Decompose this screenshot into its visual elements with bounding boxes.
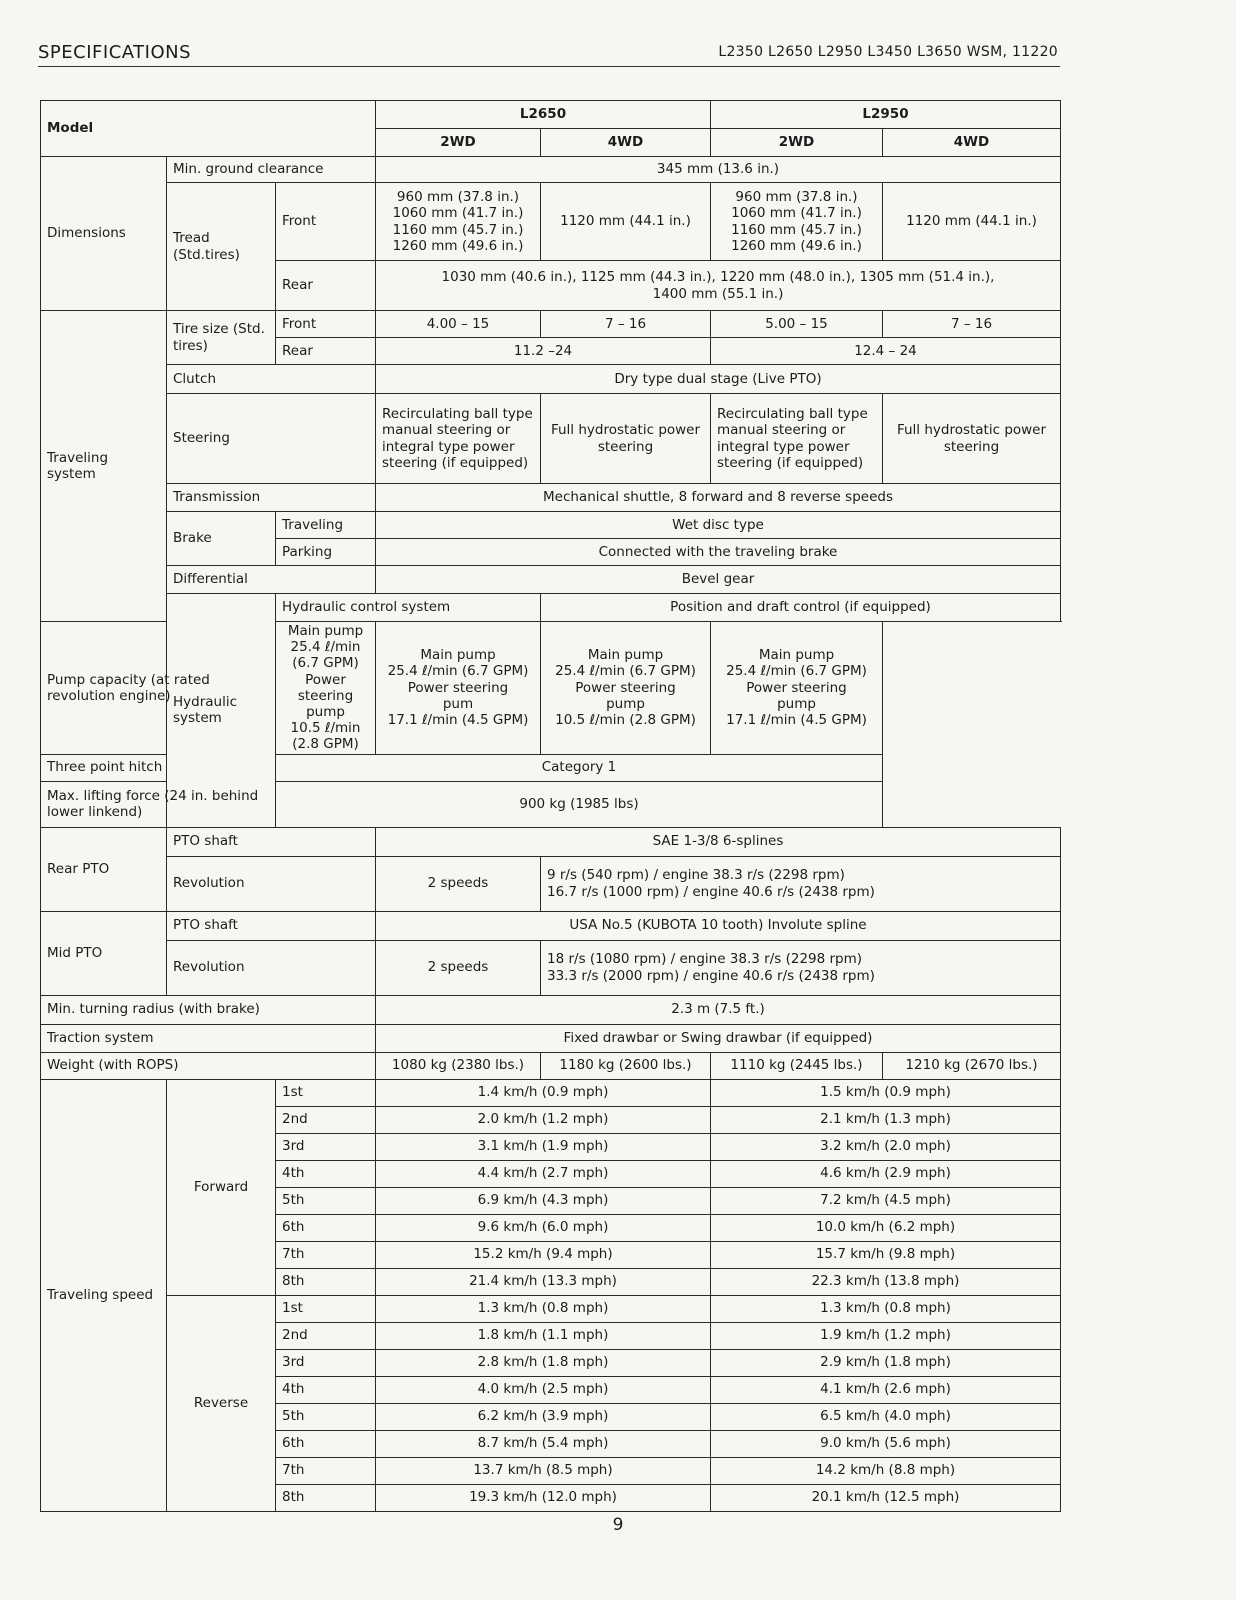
gear-label: 3rd <box>276 1349 376 1376</box>
table-row <box>41 512 1061 539</box>
table-cell: 1120 mm (44.1 in.) <box>541 183 711 261</box>
gear-label: 6th <box>276 1430 376 1457</box>
table-cell: Revolution <box>167 856 376 911</box>
table-cell: Main pump 25.4 ℓ/min (6.7 GPM) Power steering pum 17.1 ℓ/min (4.5 GPM) <box>376 622 541 755</box>
gear-label: 4th <box>276 1376 376 1403</box>
table-cell: Wet disc type <box>376 512 1061 539</box>
table-cell: Tread (Std.tires) <box>167 183 276 311</box>
gear-label: 1st <box>276 1295 376 1322</box>
table-cell: Front <box>276 311 376 338</box>
table-cell: Three point hitch <box>41 754 276 781</box>
table-cell: 22.3 km/h (13.8 mph) <box>711 1268 1061 1295</box>
reverse-label: Reverse <box>167 1295 276 1511</box>
table-cell: 1.4 km/h (0.9 mph) <box>376 1079 711 1106</box>
table-cell: 960 mm (37.8 in.) 1060 mm (41.7 in.) 1160 mm (45.7 in.) 1260 mm (49.6 in.) <box>376 183 541 261</box>
table-cell: Brake <box>167 512 276 566</box>
table-cell: Traveling <box>276 512 376 539</box>
table-cell: 1.3 km/h (0.8 mph) <box>711 1295 1061 1322</box>
gear-label: 6th <box>276 1214 376 1241</box>
table-cell: Parking <box>276 539 376 566</box>
rear-pto-label: Rear PTO <box>41 827 167 911</box>
table-row <box>41 157 1061 183</box>
table-cell: 19.3 km/h (12.0 mph) <box>376 1484 711 1511</box>
table-cell: 5.00 – 15 <box>711 311 883 338</box>
table-row <box>41 183 1061 261</box>
table-cell: 2.1 km/h (1.3 mph) <box>711 1106 1061 1133</box>
table-cell: 4.4 km/h (2.7 mph) <box>376 1160 711 1187</box>
table-row <box>41 1052 1061 1079</box>
table-cell: 10.0 km/h (6.2 mph) <box>711 1214 1061 1241</box>
table-cell: Category 1 <box>276 754 883 781</box>
table-cell: Min. turning radius (with brake) <box>41 995 376 1024</box>
table-cell: Hydraulic control system <box>276 594 541 622</box>
table-cell: Main pump 25.4 ℓ/min (6.7 GPM) Power steering pump 10.5 ℓ/min (2.8 GPM) <box>541 622 711 755</box>
table-cell: Min. ground clearance <box>167 157 376 183</box>
header-rule <box>38 66 1060 67</box>
gear-label: 4th <box>276 1160 376 1187</box>
table-cell: 2.3 m (7.5 ft.) <box>376 995 1061 1024</box>
model-label: Model <box>41 101 376 157</box>
table-cell: 900 kg (1985 lbs) <box>276 781 883 827</box>
table-cell: 960 mm (37.8 in.) 1060 mm (41.7 in.) 1160 mm (45.7 in.) 1260 mm (49.6 in.) <box>711 183 883 261</box>
gear-label: 2nd <box>276 1106 376 1133</box>
table-row <box>41 940 1061 995</box>
table-cell: 3.2 km/h (2.0 mph) <box>711 1133 1061 1160</box>
table-cell: Traction system <box>41 1024 376 1052</box>
dimensions-label: Dimensions <box>41 157 167 311</box>
table-cell: 13.7 km/h (8.5 mph) <box>376 1457 711 1484</box>
table-cell: 1120 mm (44.1 in.) <box>883 183 1061 261</box>
table-cell: 15.2 km/h (9.4 mph) <box>376 1241 711 1268</box>
table-cell: 1.9 km/h (1.2 mph) <box>711 1322 1061 1349</box>
table-cell: 11.2 –24 <box>376 338 711 365</box>
table-cell: 6.5 km/h (4.0 mph) <box>711 1403 1061 1430</box>
table-row <box>41 622 1061 755</box>
table-cell: 3.1 km/h (1.9 mph) <box>376 1133 711 1160</box>
table-cell: 4.6 km/h (2.9 mph) <box>711 1160 1061 1187</box>
table-cell: 18 r/s (1080 rpm) / engine 38.3 r/s (2298 rpm) 33.3 r/s (2000 rpm) / engine 40.6 r/s (2438 rpm) <box>541 940 1061 995</box>
gear-label: 7th <box>276 1457 376 1484</box>
gear-label: 3rd <box>276 1133 376 1160</box>
table-cell: Dry type dual stage (Live PTO) <box>376 365 1061 394</box>
table-cell: 15.7 km/h (9.8 mph) <box>711 1241 1061 1268</box>
table-cell: 1.5 km/h (0.9 mph) <box>711 1079 1061 1106</box>
table-row <box>41 594 1061 622</box>
traveling-system-label: Traveling system <box>41 311 167 622</box>
gear-label: 7th <box>276 1241 376 1268</box>
table-cell: Mechanical shuttle, 8 forward and 8 reverse speeds <box>376 484 1061 512</box>
table-cell: 7 – 16 <box>883 311 1061 338</box>
table-cell: PTO shaft <box>167 911 376 940</box>
hydraulic-system-label: Hydraulic system <box>167 594 276 828</box>
table-cell: 1180 kg (2600 lbs.) <box>541 1052 711 1079</box>
table-cell: 1080 kg (2380 lbs.) <box>376 1052 541 1079</box>
table-cell: Connected with the traveling brake <box>376 539 1061 566</box>
gear-label: 8th <box>276 1268 376 1295</box>
table-row <box>41 1079 1061 1106</box>
table-row <box>41 911 1061 940</box>
table-cell: Differential <box>167 566 376 594</box>
table-row <box>41 311 1061 338</box>
table-cell: Weight (with ROPS) <box>41 1052 376 1079</box>
table-cell: Revolution <box>167 940 376 995</box>
table-cell: Full hydrostatic power steering <box>541 394 711 484</box>
drive-header: 4WD <box>541 129 711 157</box>
table-cell: 4.00 – 15 <box>376 311 541 338</box>
table-cell: 2.9 km/h (1.8 mph) <box>711 1349 1061 1376</box>
table-cell: Full hydrostatic power steering <box>883 394 1061 484</box>
table-cell: 9.6 km/h (6.0 mph) <box>376 1214 711 1241</box>
table-cell: Bevel gear <box>376 566 1061 594</box>
table-cell: 1210 kg (2670 lbs.) <box>883 1052 1061 1079</box>
table-row <box>41 754 1061 781</box>
table-row <box>41 1024 1061 1052</box>
model-l2950: L2950 <box>711 101 1061 129</box>
specifications-table <box>40 100 1061 1512</box>
table-cell: Recirculating ball type manual steering or integral type power steering (if equipped) <box>711 394 883 484</box>
table-cell: 12.4 – 24 <box>711 338 1061 365</box>
model-l2650: L2650 <box>376 101 711 129</box>
table-cell: Rear <box>276 338 376 365</box>
table-cell: Recirculating ball type manual steering or integral type power steering (if equipped) <box>376 394 541 484</box>
table-cell: Clutch <box>167 365 376 394</box>
table-cell: 1.8 km/h (1.1 mph) <box>376 1322 711 1349</box>
table-cell: 4.0 km/h (2.5 mph) <box>376 1376 711 1403</box>
table-row <box>41 827 1061 856</box>
gear-label: 1st <box>276 1079 376 1106</box>
table-cell: 1030 mm (40.6 in.), 1125 mm (44.3 in.), 1220 mm (48.0 in.), 1305 mm (51.4 in.), 1400 mm (55.1 in.) <box>376 261 1061 311</box>
table-row <box>41 1295 1061 1322</box>
table-row <box>41 995 1061 1024</box>
table-cell: 21.4 km/h (13.3 mph) <box>376 1268 711 1295</box>
table-cell: 6.9 km/h (4.3 mph) <box>376 1187 711 1214</box>
table-row <box>41 856 1061 911</box>
document-code: L2350 L2650 L2950 L3450 L3650 WSM, 11220 <box>718 44 1058 60</box>
table-cell: 7 – 16 <box>541 311 711 338</box>
gear-label: 5th <box>276 1403 376 1430</box>
table-cell: Position and draft control (if equipped) <box>541 594 1061 622</box>
table-cell: 14.2 km/h (8.8 mph) <box>711 1457 1061 1484</box>
table-cell: USA No.5 (KUBOTA 10 tooth) Involute spline <box>376 911 1061 940</box>
mid-pto-label: Mid PTO <box>41 911 167 995</box>
table-cell: Fixed drawbar or Swing drawbar (if equipped) <box>376 1024 1061 1052</box>
table-cell: PTO shaft <box>167 827 376 856</box>
table-cell: SAE 1-3/8 6-splines <box>376 827 1061 856</box>
table-cell: Tire size (Std. tires) <box>167 311 276 365</box>
section-title: SPECIFICATIONS <box>38 42 192 63</box>
table-cell: 345 mm (13.6 in.) <box>376 157 1061 183</box>
table-cell: Main pump 25.4 ℓ/min (6.7 GPM) Power steering pump 10.5 ℓ/min (2.8 GPM) <box>276 622 376 755</box>
table-row <box>41 101 1061 129</box>
table-cell: 2 speeds <box>376 940 541 995</box>
table-cell: Front <box>276 183 376 261</box>
table-cell: Steering <box>167 394 376 484</box>
traveling-speed-label: Traveling speed <box>41 1079 167 1511</box>
page-number: 9 <box>612 1515 624 1535</box>
table-row <box>41 394 1061 484</box>
gear-label: 8th <box>276 1484 376 1511</box>
table-cell: Rear <box>276 261 376 311</box>
table-cell: Pump capacity (at rated revolution engine) <box>41 622 276 755</box>
table-cell: Max. lifting force (24 in. behind lower linkend) <box>41 781 276 827</box>
forward-label: Forward <box>167 1079 276 1295</box>
table-cell: 4.1 km/h (2.6 mph) <box>711 1376 1061 1403</box>
table-row <box>41 566 1061 594</box>
drive-header: 2WD <box>711 129 883 157</box>
table-cell: 2.8 km/h (1.8 mph) <box>376 1349 711 1376</box>
table-cell: 1.3 km/h (0.8 mph) <box>376 1295 711 1322</box>
table-cell: 7.2 km/h (4.5 mph) <box>711 1187 1061 1214</box>
table-cell: 9 r/s (540 rpm) / engine 38.3 r/s (2298 rpm) 16.7 r/s (1000 rpm) / engine 40.6 r/s (2438 rpm) <box>541 856 1061 911</box>
table-cell: 2.0 km/h (1.2 mph) <box>376 1106 711 1133</box>
table-cell: Main pump 25.4 ℓ/min (6.7 GPM) Power steering pump 17.1 ℓ/min (4.5 GPM) <box>711 622 883 755</box>
table-cell: 20.1 km/h (12.5 mph) <box>711 1484 1061 1511</box>
drive-header: 4WD <box>883 129 1061 157</box>
table-row <box>41 781 1061 827</box>
table-cell: 6.2 km/h (3.9 mph) <box>376 1403 711 1430</box>
table-row <box>41 484 1061 512</box>
table-cell: 2 speeds <box>376 856 541 911</box>
drive-header: 2WD <box>376 129 541 157</box>
table-row <box>41 365 1061 394</box>
table-cell: 1110 kg (2445 lbs.) <box>711 1052 883 1079</box>
gear-label: 5th <box>276 1187 376 1214</box>
gear-label: 2nd <box>276 1322 376 1349</box>
table-cell: 8.7 km/h (5.4 mph) <box>376 1430 711 1457</box>
table-cell: Transmission <box>167 484 376 512</box>
table-cell: 9.0 km/h (5.6 mph) <box>711 1430 1061 1457</box>
